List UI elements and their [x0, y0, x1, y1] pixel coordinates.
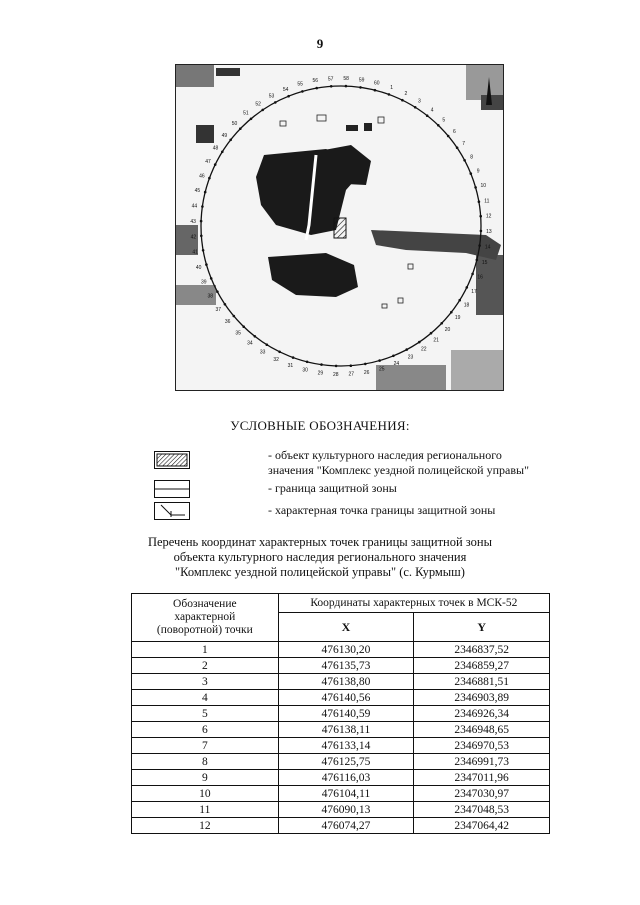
boundary-point-label: 5: [442, 117, 446, 124]
boundary-point-marker: [466, 286, 469, 289]
point-number-cell: 8: [132, 754, 279, 770]
boundary-point-marker: [359, 86, 362, 89]
boundary-point-label: 10: [480, 183, 487, 190]
legend-item-label: - граница защитной зоны: [268, 481, 397, 495]
y-coordinate-cell: 2346881,51: [414, 674, 550, 690]
boundary-point-label: 51: [243, 110, 249, 117]
boundary-point-label: 23: [407, 354, 414, 361]
boundary-point-label: 6: [453, 128, 456, 135]
point-number-cell: 4: [132, 690, 279, 706]
boundary-point-label: 30: [302, 367, 308, 374]
boundary-point-marker: [388, 93, 391, 96]
boundary-point-marker: [239, 127, 242, 130]
point-number-cell: 12: [132, 818, 279, 834]
x-column-header: X: [278, 613, 414, 642]
boundary-point-label: 34: [247, 340, 253, 347]
boundary-point-label: 7: [462, 141, 466, 148]
boundary-point-marker: [478, 244, 481, 247]
x-coordinate-cell: 476133,14: [278, 738, 414, 754]
x-coordinate-cell: 476104,11: [278, 786, 414, 802]
boundary-point-label: 40: [195, 264, 202, 271]
boundary-point-marker: [292, 356, 295, 359]
point-number-cell: 11: [132, 802, 279, 818]
boundary-point-label: 4: [430, 107, 434, 114]
boundary-point-label: 17: [471, 288, 477, 295]
boundary-point-marker: [405, 348, 408, 351]
boundary-point-marker: [471, 273, 474, 276]
x-coordinate-cell: 476130,20: [278, 642, 414, 658]
table-row: [132, 658, 550, 674]
y-coordinate-cell: 2347064,42: [414, 818, 550, 834]
boundary-point-label: 49: [221, 132, 228, 139]
point-number-cell: 6: [132, 722, 279, 738]
boundary-point-label: 27: [348, 371, 355, 378]
boundary-point-marker: [250, 118, 253, 121]
point-number-cell: 7: [132, 738, 279, 754]
boundary-point-marker: [214, 163, 217, 166]
list-title-line: Перечень координат характерных точек границы защитной зоны: [147, 535, 493, 549]
boundary-point-marker: [480, 230, 483, 233]
table-row: [132, 770, 550, 786]
boundary-point-marker: [401, 99, 404, 102]
boundary-point-label: 15: [481, 259, 488, 266]
boundary-point-label: 43: [190, 218, 196, 225]
boundary-point-marker: [221, 151, 224, 154]
table-row: [132, 642, 550, 658]
boundary-point-label: 52: [255, 101, 261, 108]
boundary-point-label: 48: [212, 145, 219, 152]
boundary-point-marker: [208, 177, 211, 180]
boundary-point-marker: [200, 220, 203, 223]
boundary-point-marker: [478, 200, 481, 203]
boundary-point-marker: [205, 263, 208, 266]
boundary-point-marker: [437, 124, 440, 127]
table-row: [132, 754, 550, 770]
boundary-point-label: 28: [333, 371, 339, 378]
boundary-point-marker: [430, 332, 433, 335]
boundary-point-label: 26: [363, 369, 370, 376]
boundary-point-label: 19: [454, 315, 461, 322]
coordinates-list-title: [0, 535, 640, 580]
boundary-point-marker: [374, 89, 377, 92]
legend-item-label: - объект культурного наследия регионального: [268, 448, 502, 462]
boundary-point-label: 18: [463, 302, 470, 309]
boundary-point-marker: [242, 325, 245, 328]
boundary-point-marker: [202, 249, 205, 252]
boundary-point-marker: [418, 341, 421, 344]
table-row: [132, 786, 550, 802]
boundary-point-label: 25: [379, 366, 385, 373]
boundary-point-marker: [315, 87, 318, 90]
y-coordinate-cell: 2346903,89: [414, 690, 550, 706]
boundary-point-marker: [392, 355, 395, 358]
boundary-point-label: 45: [194, 188, 201, 195]
boundary-point-label: 20: [444, 326, 451, 333]
y-coordinate-cell: 2347030,97: [414, 786, 550, 802]
y-coordinate-cell: 2346991,73: [414, 754, 550, 770]
boundary-point-marker: [278, 351, 281, 354]
point-number-cell: 9: [132, 770, 279, 786]
boundary-point-marker: [216, 290, 219, 293]
y-coordinate-cell: 2346948,65: [414, 722, 550, 738]
boundary-point-label: 54: [282, 86, 289, 93]
y-column-header: Y: [414, 613, 550, 642]
point-number-cell: 5: [132, 706, 279, 722]
table-row: [132, 738, 550, 754]
boundary-point-label: 57: [327, 76, 334, 83]
boundary-point-label: 41: [192, 249, 198, 256]
boundary-point-marker: [320, 363, 323, 366]
boundary-point-marker: [201, 205, 204, 208]
legend-item-label: значения "Комплекс уездной полицейской управы": [268, 463, 529, 477]
boundary-point-label: 13: [486, 229, 492, 236]
boundary-point-label: 38: [207, 293, 214, 300]
boundary-point-label: 9: [476, 168, 480, 175]
boundary-point-label: 50: [231, 121, 238, 128]
boundary-point-marker: [479, 215, 482, 218]
hatched-object-icon: [154, 451, 190, 469]
boundary-point-marker: [470, 172, 473, 175]
boundary-point-marker: [364, 363, 367, 366]
boundary-point-marker: [426, 114, 429, 117]
boundary-point-marker: [350, 364, 353, 367]
boundary-point-label: 42: [190, 234, 197, 241]
table-row: [132, 818, 550, 834]
boundary-point-marker: [378, 359, 381, 362]
characteristic-point-icon: [154, 502, 190, 520]
boundary-point-marker: [210, 277, 213, 280]
point-designation-header: Обозначение характерной (поворотной) точки: [132, 594, 279, 642]
boundary-point-marker: [306, 361, 309, 364]
point-number-cell: 2: [132, 658, 279, 674]
boundary-line-icon: [154, 480, 190, 498]
boundary-point-marker: [463, 159, 466, 162]
y-coordinate-cell: 2347011,96: [414, 770, 550, 786]
site-map: [175, 64, 504, 391]
boundary-point-label: 59: [358, 77, 365, 84]
boundary-point-marker: [474, 186, 477, 189]
boundary-point-marker: [301, 90, 304, 93]
x-coordinate-cell: 476116,03: [278, 770, 414, 786]
boundary-point-marker: [447, 135, 450, 138]
boundary-point-marker: [254, 335, 257, 338]
boundary-point-label: 22: [421, 346, 427, 353]
y-coordinate-cell: 2346970,53: [414, 738, 550, 754]
table-row: [132, 706, 550, 722]
boundary-point-marker: [200, 235, 203, 238]
boundary-point-label: 1: [390, 84, 393, 91]
boundary-point-marker: [233, 315, 236, 318]
boundary-point-marker: [456, 146, 459, 149]
boundary-point-label: 44: [191, 203, 198, 210]
boundary-point-label: 12: [485, 213, 492, 220]
boundary-point-label: 46: [199, 173, 205, 180]
boundary-point-label: 21: [433, 337, 439, 344]
boundary-point-label: 31: [287, 363, 294, 370]
x-coordinate-cell: 476125,75: [278, 754, 414, 770]
boundary-point-marker: [458, 299, 461, 302]
boundary-point-label: 56: [312, 78, 319, 85]
boundary-point-marker: [287, 95, 290, 98]
boundary-point-label: 39: [201, 279, 207, 286]
boundary-point-label: 16: [477, 274, 483, 281]
boundary-point-marker: [266, 343, 269, 346]
x-coordinate-cell: 476074,27: [278, 818, 414, 834]
coordinates-group-header: Координаты характерных точек в МСК-52: [278, 594, 549, 613]
boundary-point-label: 60: [374, 80, 380, 87]
boundary-point-label: 8: [470, 154, 474, 161]
legend-item-label: - характерная точка границы защитной зоны: [268, 503, 496, 517]
site-map-drawing: [176, 65, 503, 390]
page-number: 9: [316, 36, 324, 51]
point-number-cell: 1: [132, 642, 279, 658]
list-title-line: объекта культурного наследия регионального значения: [173, 550, 467, 564]
boundary-point-label: 37: [215, 306, 222, 313]
boundary-point-marker: [414, 106, 417, 109]
table-row: [132, 674, 550, 690]
x-coordinate-cell: 476138,80: [278, 674, 414, 690]
coordinates-table: [131, 593, 550, 834]
boundary-point-label: 53: [268, 93, 275, 100]
boundary-point-marker: [335, 365, 338, 368]
boundary-point-marker: [204, 191, 207, 194]
boundary-point-label: 33: [259, 349, 266, 356]
boundary-point-label: 2: [404, 91, 408, 97]
point-number-cell: 3: [132, 674, 279, 690]
boundary-point-label: 58: [343, 76, 349, 83]
heritage-object: [334, 218, 346, 238]
boundary-point-marker: [224, 303, 227, 306]
point-number-cell: 10: [132, 786, 279, 802]
boundary-point-label: 47: [205, 159, 211, 166]
boundary-point-label: 11: [484, 198, 490, 205]
x-coordinate-cell: 476140,56: [278, 690, 414, 706]
coordinates-table-body: [132, 642, 550, 834]
boundary-point-label: 14: [484, 244, 491, 251]
x-coordinate-cell: 476090,13: [278, 802, 414, 818]
boundary-point-label: 32: [273, 357, 279, 363]
boundary-point-label: 55: [297, 81, 303, 88]
x-coordinate-cell: 476135,73: [278, 658, 414, 674]
y-coordinate-cell: 2346926,34: [414, 706, 550, 722]
boundary-point-label: 29: [317, 370, 324, 377]
y-coordinate-cell: 2346859,27: [414, 658, 550, 674]
boundary-point-marker: [345, 85, 348, 88]
boundary-point-label: 35: [235, 330, 241, 337]
x-coordinate-cell: 476138,11: [278, 722, 414, 738]
built-up-areas: [196, 125, 501, 297]
boundary-point-marker: [274, 101, 277, 104]
y-coordinate-cell: 2346837,52: [414, 642, 550, 658]
y-coordinate-cell: 2347048,53: [414, 802, 550, 818]
boundary-point-marker: [261, 109, 264, 112]
x-coordinate-cell: 476140,59: [278, 706, 414, 722]
boundary-point-marker: [440, 322, 443, 325]
boundary-point-label: 36: [224, 319, 231, 326]
boundary-point-marker: [476, 259, 479, 262]
boundary-point-label: 3: [418, 98, 421, 105]
boundary-point-marker: [450, 311, 453, 314]
legend-title: УСЛОВНЫЕ ОБОЗНАЧЕНИЯ:: [230, 418, 410, 433]
table-row: [132, 690, 550, 706]
boundary-point-label: 24: [393, 361, 400, 368]
table-row: [132, 802, 550, 818]
boundary-point-marker: [229, 139, 232, 142]
list-title-line: "Комплекс уездной полицейской управы" (с. Курмыш): [175, 565, 465, 579]
boundary-point-marker: [330, 85, 333, 88]
table-row: [132, 722, 550, 738]
